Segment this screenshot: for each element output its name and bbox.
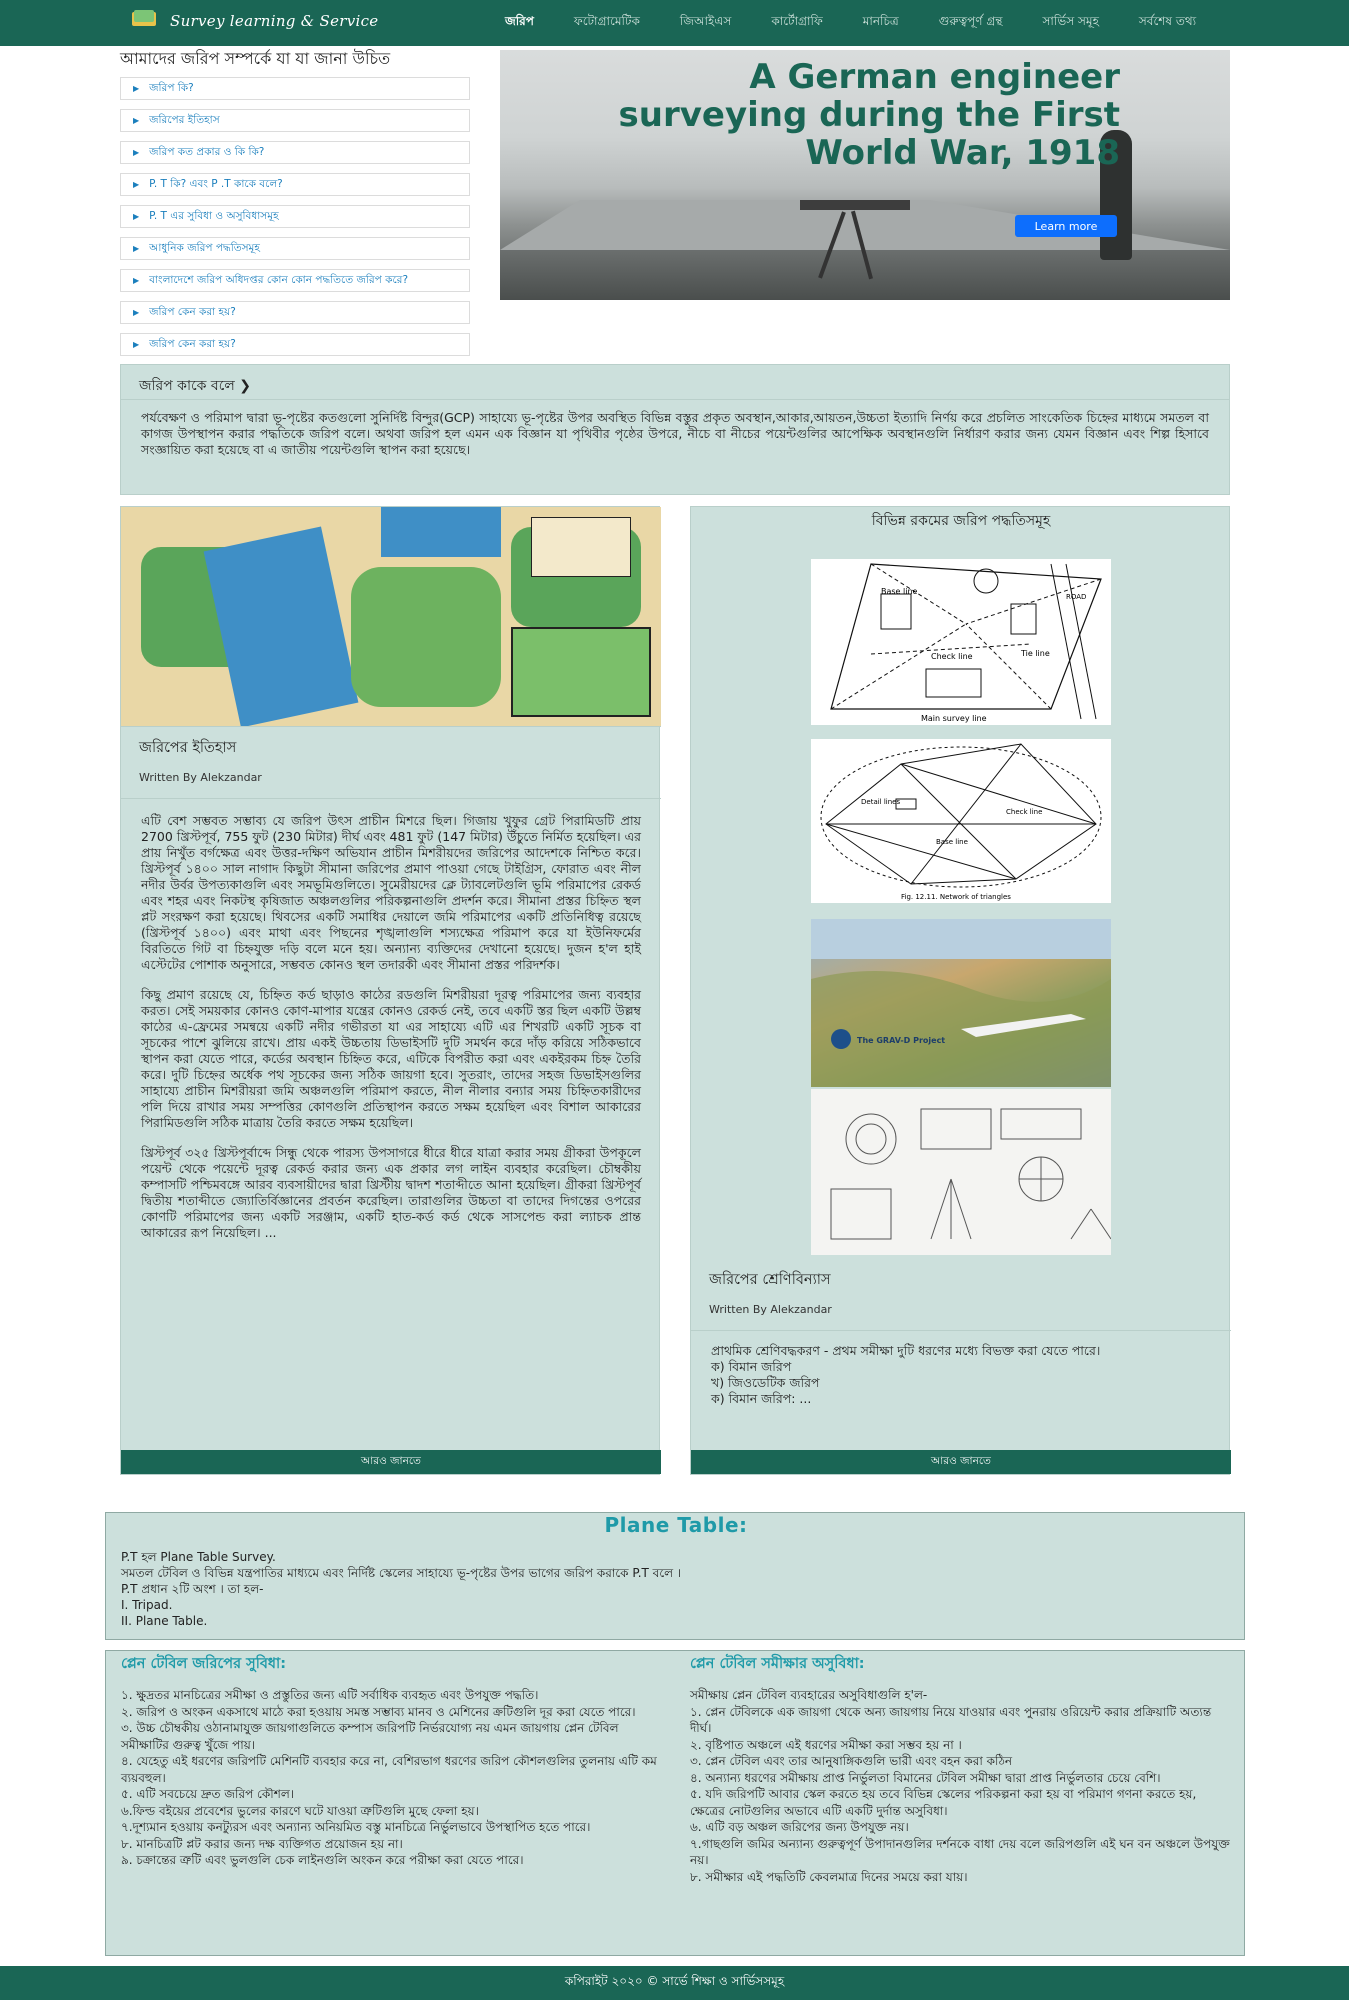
history-paragraph: কিছু প্রমাণ রয়েছে যে, চিহ্নিত কর্ড ছাড়াও কাঠের রডগুলি মিশরীয়রা দূরত্ব পরিমাপের জন্য ব্যবহার করত। সেই সময়কার কোনও কোণ-মাপার যন্ত্রের কোনও রেকর্ড নেই, তবে একটি স্তর ছিল একটি উল্লম্ব কাঠের এ-ফ্রেমের সমন্বয়ে একটি নদীর গভীরতা যা এর সাহায্যে এটি এর শিখরটি একটি সূচক বা সূচকের পাশে ঝুলিয়ে রাখে। প্রায় একই উচ্চতায় ডিভাইসটি দুটি সমর্থন করে দাঁড় করিয়ে সঠিকভাবে স্থাপন করা যেতে পারে, কর্ডের অবস্থান চিহ্নিত করে, এটিকে বিপরীত করা এবং একইরকম চিহ্ন তৈরি করে। দুটি চিহ্নের অর্ধেক পথ সূচকের জন্য সঠিক জায়গা হবে। সুতরাং, তাদের সহজ ডিভাইসগুলির সাহায্যে প্রাচীন মিশরীয়রা জমি অঞ্চলগুলি পরিমাপ করতে, নীল নীলার বন্যার সময় চিহ্নিতকারীদের পলি দিয়ে রাখার সময় সম্পত্তির কোণগুলি প্রতিস্থাপন করতে সক্ষম হয়েছিল এবং বিশাল আকারের পিরামিডগুলি সঠিক মাত্রায় তৈরি করতে সক্ষম হয়েছিল। <box>141 987 641 1130</box>
tie-line-label: Tie line <box>1021 649 1050 658</box>
advantage-item: ৬.ফিল্ড বইয়ের প্রবেশের ভুলের কারণে ঘটে যাওয়া ত্রুটিগুলি মুছে ফেলা হয়। <box>121 1803 479 1818</box>
classification-line: প্রাথমিক শ্রেণিবদ্ধকরণ - প্রথম সমীক্ষা দুটি ধরণের মধ্যে বিভক্ত করা যেতে পারে। <box>711 1343 1101 1358</box>
toc-item[interactable]: ▶ জরিপ কেন করা হয়? <box>120 301 470 324</box>
hero-carousel[interactable] <box>500 50 1230 300</box>
history-author: Written By Alekzandar <box>139 771 262 784</box>
classification-line: খ) জিওডেটিক জরিপ <box>711 1375 820 1390</box>
advantage-item: ২. জরিপ ও অংকন একসাথে মাঠে করা হওয়ায় সমস্ত সম্ভাব্য মানব ও মেশিনের ক্রটিগুলি দূর করা যেতে পারে। <box>121 1704 636 1719</box>
plane-table-line: II. Plane Table. <box>121 1614 208 1628</box>
triangle-right-icon: ▶ <box>133 340 140 349</box>
classification-read-more-button[interactable]: আরও জানতে <box>691 1450 1231 1474</box>
classification-card-header <box>691 1259 1231 1331</box>
toc-item[interactable]: ▶ বাংলাদেশে জরিপ অধিদপ্তর কোন কোন পদ্ধতিতে জরিপ করে? <box>120 269 470 292</box>
nav-item-latest[interactable]: সর্বশেষ তথ্য <box>1138 14 1197 28</box>
triangle-right-icon: ▶ <box>133 148 140 157</box>
methods-heading: বিভিন্ন রকমের জরিপ পদ্ধতিসমূহ <box>871 513 1051 529</box>
nav-item-survey[interactable]: জরিপ <box>505 14 534 28</box>
history-paragraph: খ্রিস্টপূর্ব ৩২৫ খ্রিস্টপূর্বাব্দে সিন্ধু থেকে পারস্য উপসাগরে ধীরে ধীরে যাত্রা করার সময় গ্রীকরা উপকূলে পয়েন্ট থেকে পয়েন্টে দূরত্ব রেকর্ড করার জন্য এক প্রকার লগ লাইন ব্যবহার করেছিল। চৌম্বকীয় কম্পাসটি পশ্চিমবঙ্গে আরব ব্যবসায়ীদের দ্বারা খ্রিস্টীয় দ্বাদশ শতাব্দীতে আনা হয়েছিল। গ্রীকরা খ্রিস্টপূর্ব দ্বিতীয় শতাব্দীতে জ্যোতির্বিজ্ঞানের প্রবর্তন করেছিল। তারাগুলির উচ্চতা বা তাদের দিগন্তের ওপরের কোণটি পরিমাপের জন্য একটি সরঞ্জাম, একটি হাত-কর্ড কর্ড থেকে সাসপেন্ড করা ল্যাচক প্রান্ত আকারের রূপ নিয়েছিল। ... <box>141 1145 641 1240</box>
triangle-right-icon: ▶ <box>133 276 140 285</box>
historical-map-image <box>121 507 661 727</box>
table-of-contents <box>120 48 470 365</box>
plane-table-text <box>121 1549 681 1629</box>
footer <box>0 1966 1349 2000</box>
history-paragraph: এটি বেশ সম্ভবত সম্ভাব্য যে জরিপ উৎস প্রাচীন মিশরে ছিল। গিজায় খুফুর গ্রেট পিরামিডটি প্রায় 2700 খ্রিস্টপূর্ব, 755 ফুট (230 মিটার) দীর্ঘ এবং 481 ফুট (147 মিটার) উঁচুতে নির্মিত হয়েছিল। এর প্রায় নিখুঁত বর্গক্ষেত্র এবং উত্তর-দক্ষিণ অভিযান প্রাচীন মিশরীয়দের জরিপের আদেশকে নিশ্চিত করে। খ্রিস্টপূর্ব ১৪০০ সাল নাগাদ কিছুটা সীমানা জরিপের প্রমাণ পাওয়া গেছে টাইগ্রিস, ফোরাত এবং নীল নদীর উর্বর উপত্যকাগুলি এবং সমভূমিগুলিতে। সুমেরীয়দের ক্লে ট্যাবলেটগুলি ভূমি পরিমাপের রেকর্ড এবং শহর এবং নিকটস্থ কৃষিজাত অঞ্চলগুলির পরিকল্পনাগুলি প্রদর্শন করে। সীমানা প্রস্তর চিহ্নিত স্থল প্লট সংরক্ষণ করা হয়েছে। থিবসের একটি সমাধির দেয়ালে জমি পরিমাপের একটি প্রতিনিধিত্ব রয়েছে (খ্রিস্টপূর্ব ১৪০০) এবং মাথা এবং পিছনের শৃঙ্খলাগুলি শস্যক্ষেত্র পরিমাপ করে যা ইউনিফর্মের বিরতিতে গিট বা চিহ্নযুক্ত দড়ি বলে মনে হয়। অন্যান্য ব্যক্তিদের দেখানো হয়েছে। দুজন হ'ল হাই এস্টেটের পোশাক অনুসারে, সম্ভবত কোনও স্থল তদারকী এবং সীমানা প্রস্তর পরিদর্শক। <box>141 813 641 972</box>
history-card-header <box>121 727 661 799</box>
classification-line: ক) বিমান জরিপ <box>711 1359 792 1374</box>
disadvantage-item: ৫. যদি জরিপটি আবার স্কেল করতে হয় তবে বিভিন্ন স্কেলের পরিকল্পনা করা হয় বা পরিমাণ গণনা করতে হয়, ক্ষেত্রের নোটগুলির অভাবে এটি একটি দুর্দান্ত অসুবিধা। <box>690 1787 1197 1818</box>
disadvantage-item: ২. বৃষ্টিপাত অঞ্চলে এই ধরণের সমীক্ষা করা সম্ভব হয় না । <box>690 1737 962 1752</box>
disadvantages-list <box>690 1687 1230 1885</box>
hero-photo-plane-table <box>800 200 910 210</box>
disadvantages-title: প্লেন টেবিল সমীক্ষার অসুবিধা: <box>690 1656 865 1672</box>
triangle-right-icon: ▶ <box>133 84 140 93</box>
check-line-label: Check line <box>931 652 973 661</box>
main-menu <box>505 0 1236 46</box>
disadvantage-item: ৮. সমীক্ষার এই পদ্ধতিটি কেবলমাত্র দিনের সময়ে করা যায়। <box>690 1869 968 1884</box>
plane-table-line: P.T হল Plane Table Survey. <box>121 1550 276 1564</box>
nav-item-services[interactable]: সার্ভিস সমূহ <box>1042 14 1099 28</box>
book-logo-icon <box>130 8 160 34</box>
check-line-label: Check line <box>1006 808 1043 816</box>
nav-item-maps[interactable]: মানচিত্র <box>862 14 899 28</box>
advantages-title: প্লেন টেবিল জরিপের সুবিধা: <box>121 1656 287 1672</box>
nav-item-books[interactable]: গুরুত্বপূর্ণ গ্রন্থ <box>938 14 1003 28</box>
disadvantage-item: ১. প্লেন টেবিলকে এক জায়গা থেকে অন্য জায়গায় নিয়ে যাওয়ার এবং পুনরায় ওরিয়েন্ট করার প্রক্রিয়াটি অত্যন্ত দীর্ঘ। <box>690 1704 1212 1735</box>
triangle-right-icon: ▶ <box>133 212 140 221</box>
advantage-item: ৮. মানচিত্রটি প্লট করার জন্য দক্ষ ব্যক্তিগত প্রয়োজন হয় না। <box>121 1836 403 1851</box>
advantage-item: ৩. উচ্চ চৌম্বকীয় ওঠানামাযুক্ত জায়গাগুলিতে কম্পাস জরিপটি নির্ভরযোগ্য নয় এমন জায়গায় প্লেন টেবিল সমীক্ষাটির গুরুত্ব খুঁজে পায়। <box>121 1721 619 1752</box>
survey-lines-diagram <box>811 559 1111 725</box>
advantage-item: ৫. এটি সবচেয়ে দ্রুত জরিপ কৌশল। <box>121 1787 295 1801</box>
triangle-network-diagram <box>811 739 1111 903</box>
toc-item[interactable]: ▶ জরিপ কি? <box>120 77 470 100</box>
classification-text <box>691 1343 1231 1407</box>
nav-item-photogrammetry[interactable]: ফটোগ্রামেটিক <box>573 14 640 28</box>
disadvantage-item: ৪. অন্যান্য ধরণের সমীক্ষায় প্রাপ্ত নির্ভুলতা বিমানের টেবিল সমীক্ষা দ্বারা প্রাপ্ত নির্ভুলতার চেয়ে বেশি। <box>690 1770 1161 1785</box>
triangle-right-icon: ▶ <box>133 180 140 189</box>
advantage-item: ৭.দূশ্যমান হওয়ায় কনট্যুরস এবং অন্যান্য অনিয়মিত বস্তু মানচিত্রে নির্ভুলভাবে উপস্থাপিত হতে পারে। <box>121 1820 591 1834</box>
disadvantage-item: ৩. প্লেন টেবিল এবং তার আনুষাঙ্গিকগুলি ভারী এবং বহন করা কঠিন <box>690 1754 1013 1768</box>
copyright-text: কপিরাইট ২০২০ © সার্ভে শিক্ষা ও সার্ভিসসমূহ <box>564 1974 785 1988</box>
toc-item[interactable]: ▶ P. T এর সুবিধা ও অসুবিধাসমূহ <box>120 205 470 228</box>
hero-title: A German engineer surveying during the First World War, 1918 <box>618 57 1120 173</box>
toc-item[interactable]: ▶ জরিপ কত প্রকার ও কি কি? <box>120 141 470 164</box>
definition-panel <box>120 364 1230 495</box>
brand[interactable] <box>130 8 378 34</box>
disadvantage-item: ৭.গাছগুলি জমির অন্যান্য গুরুত্বপূর্ণ উপাদানগুলির দর্শনকে বাধা দেয় বলে জরিপগুলি এই ঘন বন অঞ্চলে উপযুক্ত নয়। <box>690 1836 1230 1867</box>
advantage-item: ৯. চক্রান্তের ত্রুটি এবং ভুলগুলি চেক লাইনগুলি অংকন করে পরীক্ষা করা যেতে পারে। <box>121 1853 524 1867</box>
classification-title: জরিপের শ্রেণিবিন্যাস <box>709 1272 831 1288</box>
history-text <box>121 813 661 1255</box>
advantages-column <box>121 1651 661 1869</box>
nav-item-cartography[interactable]: কার্টোগ্রাফি <box>771 14 823 28</box>
plane-table-title: Plane Table: <box>604 1513 748 1537</box>
definition-text: পর্যবেক্ষণ ও পরিমাপ দ্বারা ভূ-পৃষ্টের কতগুলো সুনির্দিষ্ট বিন্দুর(GCP) সাহায্যে ভূ-পৃষ্টের উপর অবস্থিত বিভিন্ন বস্তুর প্রকৃত অবস্থান,আকার,আয়তন,উচ্চতা ইত্যাদি নির্ণয় করে প্রচলিত সাংকেতিক চিহ্নের মাধ্যমে সমতল বা কাগজ উপস্থাপন করার পদ্ধতিকে জরিপ বলে। অথবা জরিপ হল এমন এক বিজ্ঞান যা পৃথিবীর পৃষ্ঠের উপরে, নীচে বা নীচের পয়েন্টগুলির আপেক্ষিক অবস্থানগুলি নির্ধারণ করার জন্য যেমন বিজ্ঞান এবং শিল্প হিসাবে সংজ্ঞায়িত করা হয়েছে বা এ জাতীয় পয়েন্টগুলি স্থাপন করা হয়েছে। <box>141 410 1209 457</box>
toc-item[interactable]: ▶ আধুনিক জরিপ পদ্ধতিসমূহ <box>120 237 470 260</box>
pros-cons-section <box>105 1650 1245 1956</box>
advantages-list <box>121 1687 661 1869</box>
chevron-down-icon: ❯ <box>239 378 251 394</box>
nav-item-gis[interactable]: জিআইএস <box>679 14 732 28</box>
toc-item[interactable]: ▶ জরিপের ইতিহাস <box>120 109 470 132</box>
toc-title: আমাদের জরিপ সম্পর্কে যা যা জানা উচিত <box>120 49 391 68</box>
grav-project-label: The GRAV-D Project <box>857 1036 946 1045</box>
base-line-label: Base line <box>881 587 918 596</box>
classification-line: ক) বিমান জরিপ: ... <box>711 1391 812 1406</box>
toc-item[interactable]: ▶ জরিপ কেন করা হয়? <box>120 333 470 356</box>
advantage-item: ১. ক্ষুদ্রতর মানচিত্রের সমীক্ষা ও প্রস্তুতির জন্য এটি সর্বাধিক ব্যবহৃত এবং উপযুক্ত পদ্ধতি। <box>121 1688 539 1702</box>
survey-instruments-sketch <box>811 1089 1111 1255</box>
advantage-item: ৪. যেহেতু এই ধরণের জরিপটি মেশিনটি ব্যবহার করে না, বেশিরভাগ ধরণের জরিপ কৌশলগুলির তুলনায় এটি কম ব্যয়বহুল। <box>121 1754 657 1785</box>
definition-header[interactable]: জরিপ কাকে বলে ❯ <box>121 365 1229 400</box>
plane-table-line: I. Tripad. <box>121 1598 173 1612</box>
base-line-label: Base line <box>936 838 968 846</box>
triangle-right-icon: ▶ <box>133 244 140 253</box>
history-title: জরিপের ইতিহাস <box>139 740 237 756</box>
plane-table-section <box>105 1512 1245 1640</box>
learn-more-button[interactable]: Learn more <box>1015 215 1117 237</box>
disadvantage-item: সমীক্ষায় প্লেন টেবিল ব্যবহারের অসুবিধাগুলি হ'ল- <box>690 1688 928 1702</box>
history-read-more-button[interactable]: আরও জানতে <box>121 1450 661 1474</box>
figure-caption: Fig. 12.11. Network of triangles <box>901 893 1011 901</box>
main-survey-line-label: Main survey line <box>921 714 987 723</box>
plane-table-line: P.T প্রধান ২টি অংশ । তা হল- <box>121 1582 264 1596</box>
road-label: ROAD <box>1066 593 1087 601</box>
triangle-right-icon: ▶ <box>133 116 140 125</box>
classification-card <box>690 506 1230 1475</box>
plane-table-line: সমতল টেবিল ও বিভিন্ন যন্ত্রপাতির মাধ্যমে এবং নির্দিষ্ট স্কেলের সাহায্যে ভূ-পৃষ্টের উপর ভাগের জরিপ করাকে P.T বলে । <box>121 1566 682 1580</box>
toc-item[interactable]: ▶ P. T কি? এবং P .T কাকে বলে? <box>120 173 470 196</box>
classification-author: Written By Alekzandar <box>709 1303 832 1316</box>
brand-name: Survey learning & Service <box>170 12 379 30</box>
disadvantages-column <box>690 1651 1230 1885</box>
aerial-survey-poster-image <box>811 919 1111 1087</box>
disadvantage-item: ৬. এটি বড় অঞ্চল জরিপের জন্য উপযুক্ত নয়। <box>690 1820 909 1834</box>
triangle-right-icon: ▶ <box>133 308 140 317</box>
top-navbar <box>0 0 1349 46</box>
history-card <box>120 506 660 1475</box>
detail-lines-label: Detail lines <box>861 798 901 806</box>
